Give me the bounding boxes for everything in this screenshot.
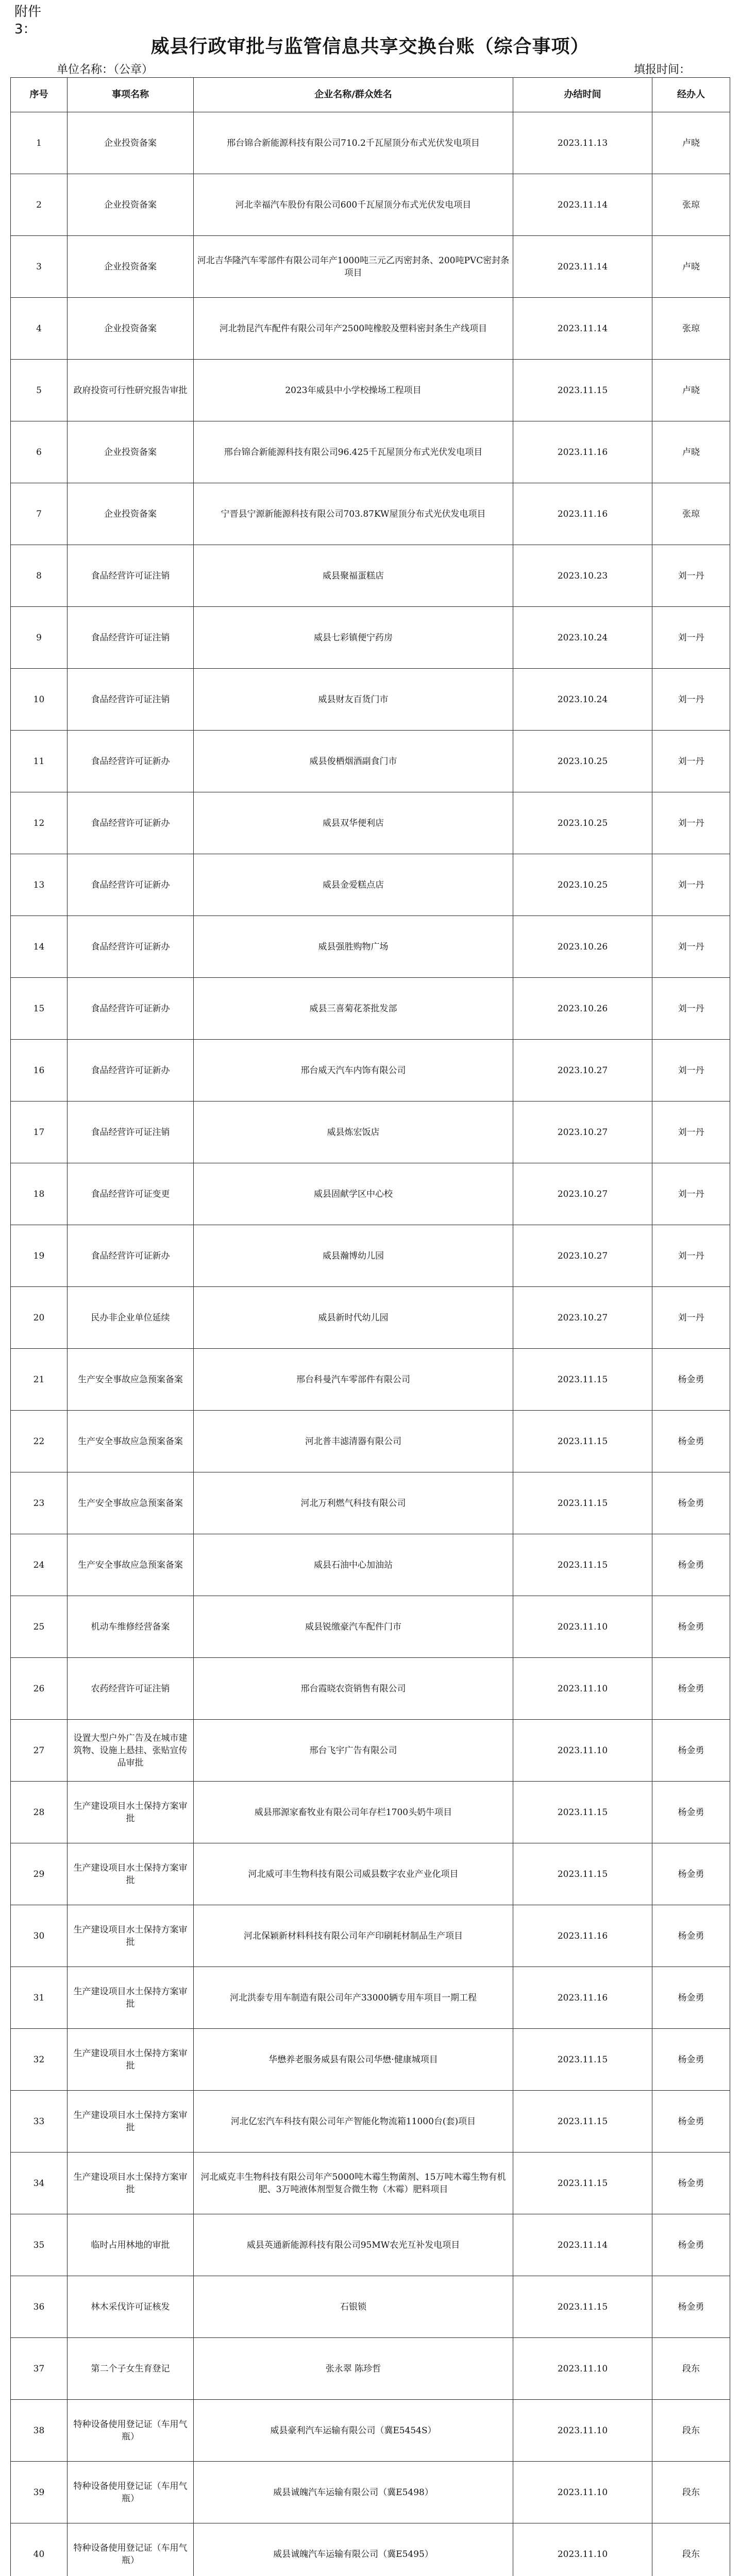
cell-handler: 刘一丹	[652, 545, 730, 607]
cell-handler: 杨金勇	[652, 2276, 730, 2338]
cell-handler: 卢晓	[652, 360, 730, 421]
table-row	[11, 2091, 730, 2153]
cell-entity: 河北普丰滤清器有限公司	[194, 1411, 513, 1472]
cell-time: 2023.11.16	[513, 421, 652, 483]
table-row	[11, 360, 730, 421]
cell-handler: 杨金勇	[652, 1782, 730, 1843]
fill-date-label: 填报时间：	[633, 63, 691, 76]
cell-entity: 威县固献学区中心校	[194, 1163, 513, 1225]
cell-entity: 河北吉华隆汽车零部件有限公司年产1000吨三元乙丙密封条、200吨PVC密封条项目	[194, 236, 513, 298]
cell-entity: 邢台科曼汽车零部件有限公司	[194, 1349, 513, 1411]
cell-item: 生产安全事故应急预案备案	[68, 1472, 194, 1534]
cell-handler: 张琼	[652, 298, 730, 360]
cell-item: 食品经营许可证注销	[68, 545, 194, 607]
cell-time: 2023.11.10	[513, 2400, 652, 2462]
cell-serial: 35	[11, 2214, 68, 2276]
cell-time: 2023.11.15	[513, 1411, 652, 1472]
cell-time: 2023.11.13	[513, 112, 652, 174]
cell-entity: 威县诚魄汽车运输有限公司（冀E5495）	[194, 2523, 513, 2576]
table-row	[11, 1782, 730, 1843]
cell-handler: 杨金勇	[652, 1472, 730, 1534]
table-row	[11, 978, 730, 1040]
cell-time: 2023.11.15	[513, 1349, 652, 1411]
cell-item: 机动车维修经营备案	[68, 1596, 194, 1658]
cell-time: 2023.11.10	[513, 1720, 652, 1782]
table-row	[11, 2523, 730, 2576]
cell-entity: 威县邢源家畜牧业有限公司年存栏1700头奶牛项目	[194, 1782, 513, 1843]
cell-time: 2023.11.10	[513, 1658, 652, 1720]
cell-entity: 河北威克丰生物科技有限公司年产5000吨木霉生物菌剂、15万吨木霉生物有机肥、3万吨液体剂型复合微生物（木霉）肥料项目	[194, 2153, 513, 2214]
cell-handler: 刘一丹	[652, 1101, 730, 1163]
cell-entity: 威县双华便利店	[194, 792, 513, 854]
cell-time: 2023.11.10	[513, 1596, 652, 1658]
cell-time: 2023.11.14	[513, 174, 652, 236]
cell-entity: 河北亿宏汽车科技有限公司年产智能化物流箱11000台(套)项目	[194, 2091, 513, 2153]
cell-time: 2023.11.15	[513, 360, 652, 421]
table-row	[11, 1040, 730, 1101]
cell-serial: 10	[11, 669, 68, 731]
cell-entity: 威县新时代幼儿园	[194, 1287, 513, 1349]
cell-serial: 8	[11, 545, 68, 607]
cell-item: 企业投资备案	[68, 174, 194, 236]
cell-serial: 23	[11, 1472, 68, 1534]
cell-serial: 33	[11, 2091, 68, 2153]
cell-serial: 7	[11, 483, 68, 545]
table-row	[11, 916, 730, 978]
header-handler: 经办人	[652, 78, 730, 112]
cell-time: 2023.10.27	[513, 1163, 652, 1225]
table-row	[11, 1101, 730, 1163]
cell-handler: 杨金勇	[652, 1658, 730, 1720]
cell-serial: 15	[11, 978, 68, 1040]
cell-serial: 6	[11, 421, 68, 483]
cell-item: 食品经营许可证新办	[68, 916, 194, 978]
cell-serial: 39	[11, 2462, 68, 2523]
cell-handler: 刘一丹	[652, 1225, 730, 1287]
table-row	[11, 174, 730, 236]
cell-entity: 河北保颖新材料科技有限公司年产印刷耗材制品生产项目	[194, 1905, 513, 1967]
table-row	[11, 1843, 730, 1905]
cell-entity: 邢台威天汽车内饰有限公司	[194, 1040, 513, 1101]
cell-item: 企业投资备案	[68, 421, 194, 483]
cell-item: 企业投资备案	[68, 298, 194, 360]
cell-time: 2023.10.24	[513, 607, 652, 669]
cell-entity: 威县诚魄汽车运输有限公司（冀E5498）	[194, 2462, 513, 2523]
cell-serial: 16	[11, 1040, 68, 1101]
cell-time: 2023.10.27	[513, 1040, 652, 1101]
cell-item: 食品经营许可证新办	[68, 792, 194, 854]
cell-serial: 40	[11, 2523, 68, 2576]
cell-handler: 杨金勇	[652, 2153, 730, 2214]
cell-handler: 杨金勇	[652, 2091, 730, 2153]
table-row	[11, 1287, 730, 1349]
cell-serial: 26	[11, 1658, 68, 1720]
cell-entity: 河北勃昆汽车配件有限公司年产2500吨橡胶及塑料密封条生产线项目	[194, 298, 513, 360]
cell-handler: 卢晓	[652, 236, 730, 298]
cell-entity: 威县瀚博幼儿园	[194, 1225, 513, 1287]
header-item: 事项名称	[68, 78, 194, 112]
table-row	[11, 2029, 730, 2091]
cell-item: 特种设备使用登记证（车用气瓶）	[68, 2400, 194, 2462]
cell-item: 生产建设项目水土保持方案审批	[68, 1843, 194, 1905]
header-serial: 序号	[11, 78, 68, 112]
cell-time: 2023.11.10	[513, 2462, 652, 2523]
cell-entity: 石银锁	[194, 2276, 513, 2338]
cell-item: 林木采伐许可证核发	[68, 2276, 194, 2338]
table-row	[11, 854, 730, 916]
cell-entity: 河北威可丰生物科技有限公司威县数字农业产业化项目	[194, 1843, 513, 1905]
cell-time: 2023.10.27	[513, 1287, 652, 1349]
cell-item: 食品经营许可证新办	[68, 1225, 194, 1287]
cell-entity: 2023年威县中小学校操场工程项目	[194, 360, 513, 421]
cell-time: 2023.10.25	[513, 731, 652, 792]
cell-handler: 杨金勇	[652, 1349, 730, 1411]
cell-time: 2023.10.24	[513, 669, 652, 731]
cell-time: 2023.10.25	[513, 792, 652, 854]
cell-item: 生产建设项目水土保持方案审批	[68, 2091, 194, 2153]
cell-time: 2023.11.10	[513, 2338, 652, 2400]
cell-item: 生产安全事故应急预案备案	[68, 1534, 194, 1596]
cell-serial: 36	[11, 2276, 68, 2338]
cell-time: 2023.11.14	[513, 2214, 652, 2276]
cell-entity: 邢台锦合新能源科技有限公司96.425千瓦屋顶分布式光伏发电项目	[194, 421, 513, 483]
cell-item: 食品经营许可证注销	[68, 669, 194, 731]
table-row	[11, 1658, 730, 1720]
cell-item: 生产建设项目水土保持方案审批	[68, 1967, 194, 2029]
cell-time: 2023.11.15	[513, 1472, 652, 1534]
cell-entity: 威县炼宏饭店	[194, 1101, 513, 1163]
cell-serial: 18	[11, 1163, 68, 1225]
table-header	[11, 78, 730, 112]
cell-entity: 宁晋县宁源新能源科技有限公司703.87KW屋顶分布式光伏发电项目	[194, 483, 513, 545]
cell-item: 食品经营许可证新办	[68, 978, 194, 1040]
cell-serial: 4	[11, 298, 68, 360]
cell-handler: 段东	[652, 2462, 730, 2523]
cell-handler: 张琼	[652, 174, 730, 236]
cell-time: 2023.11.15	[513, 2029, 652, 2091]
cell-serial: 9	[11, 607, 68, 669]
cell-item: 特种设备使用登记证（车用气瓶）	[68, 2462, 194, 2523]
cell-serial: 13	[11, 854, 68, 916]
cell-time: 2023.11.16	[513, 483, 652, 545]
cell-entity: 威县英通新能源科技有限公司95MW农光互补发电项目	[194, 2214, 513, 2276]
cell-handler: 段东	[652, 2400, 730, 2462]
cell-item: 食品经营许可证新办	[68, 854, 194, 916]
cell-entity: 河北幸福汽车股份有限公司600千瓦屋顶分布式光伏发电项目	[194, 174, 513, 236]
table-row	[11, 669, 730, 731]
table-row	[11, 1225, 730, 1287]
cell-time: 2023.11.15	[513, 1843, 652, 1905]
cell-item: 生产安全事故应急预案备案	[68, 1411, 194, 1472]
table-row	[11, 2462, 730, 2523]
cell-handler: 刘一丹	[652, 669, 730, 731]
table-row	[11, 112, 730, 174]
cell-handler: 卢晓	[652, 421, 730, 483]
table-row	[11, 545, 730, 607]
cell-handler: 刘一丹	[652, 978, 730, 1040]
table-row	[11, 1349, 730, 1411]
unit-name-label: 单位名称：（公章）	[57, 63, 154, 76]
cell-time: 2023.11.15	[513, 2276, 652, 2338]
cell-item: 农药经营许可证注销	[68, 1658, 194, 1720]
cell-serial: 20	[11, 1287, 68, 1349]
header-entity: 企业名称/群众姓名	[194, 78, 513, 112]
cell-item: 设置大型户外广告及在城市建筑物、设施上悬挂、张贴宣传品审批	[68, 1720, 194, 1782]
cell-serial: 17	[11, 1101, 68, 1163]
table-row	[11, 1905, 730, 1967]
cell-handler: 杨金勇	[652, 1534, 730, 1596]
cell-handler: 杨金勇	[652, 1967, 730, 2029]
cell-handler: 杨金勇	[652, 2214, 730, 2276]
table-row	[11, 483, 730, 545]
cell-handler: 刘一丹	[652, 731, 730, 792]
cell-handler: 刘一丹	[652, 1163, 730, 1225]
table-row	[11, 2400, 730, 2462]
cell-handler: 杨金勇	[652, 1905, 730, 1967]
cell-item: 生产建设项目水土保持方案审批	[68, 2153, 194, 2214]
cell-handler: 刘一丹	[652, 1040, 730, 1101]
ledger-table	[10, 77, 730, 2576]
cell-entity: 张永翠 陈珍哲	[194, 2338, 513, 2400]
table-row	[11, 1472, 730, 1534]
cell-item: 第二个子女生育登记	[68, 2338, 194, 2400]
cell-item: 企业投资备案	[68, 236, 194, 298]
cell-time: 2023.11.15	[513, 2091, 652, 2153]
cell-handler: 刘一丹	[652, 854, 730, 916]
cell-handler: 段东	[652, 2338, 730, 2400]
cell-entity: 河北万利燃气科技有限公司	[194, 1472, 513, 1534]
cell-entity: 威县锐缴豪汽车配件门市	[194, 1596, 513, 1658]
cell-handler: 杨金勇	[652, 1411, 730, 1472]
cell-handler: 卢晓	[652, 112, 730, 174]
cell-handler: 张琼	[652, 483, 730, 545]
cell-item: 特种设备使用登记证（车用气瓶）	[68, 2523, 194, 2576]
cell-handler: 杨金勇	[652, 1843, 730, 1905]
cell-time: 2023.10.23	[513, 545, 652, 607]
cell-serial: 21	[11, 1349, 68, 1411]
cell-time: 2023.11.14	[513, 298, 652, 360]
attachment-label: 附件3：	[14, 4, 42, 37]
cell-entity: 华懋养老服务威县有限公司华懋·健康城项目	[194, 2029, 513, 2091]
cell-serial: 37	[11, 2338, 68, 2400]
cell-serial: 2	[11, 174, 68, 236]
cell-entity: 威县豪利汽车运输有限公司（冀E5454S）	[194, 2400, 513, 2462]
table-row	[11, 731, 730, 792]
cell-time: 2023.11.15	[513, 1782, 652, 1843]
cell-item: 食品经营许可证注销	[68, 607, 194, 669]
cell-serial: 1	[11, 112, 68, 174]
cell-serial: 31	[11, 1967, 68, 2029]
cell-serial: 11	[11, 731, 68, 792]
cell-item: 食品经营许可证新办	[68, 731, 194, 792]
cell-time: 2023.10.26	[513, 978, 652, 1040]
table-row	[11, 1596, 730, 1658]
cell-item: 生产建设项目水土保持方案审批	[68, 1905, 194, 1967]
cell-time: 2023.11.15	[513, 1534, 652, 1596]
page-title: 威县行政审批与监管信息共享交换台账（综合事项）	[150, 36, 590, 57]
cell-time: 2023.10.25	[513, 854, 652, 916]
cell-time: 2023.11.14	[513, 236, 652, 298]
cell-entity: 威县金爱糕点店	[194, 854, 513, 916]
cell-serial: 29	[11, 1843, 68, 1905]
cell-item: 企业投资备案	[68, 112, 194, 174]
cell-entity: 威县财友百货门市	[194, 669, 513, 731]
cell-handler: 刘一丹	[652, 607, 730, 669]
cell-handler: 刘一丹	[652, 1287, 730, 1349]
cell-serial: 3	[11, 236, 68, 298]
cell-serial: 5	[11, 360, 68, 421]
cell-time: 2023.11.10	[513, 2523, 652, 2576]
cell-serial: 34	[11, 2153, 68, 2214]
cell-serial: 19	[11, 1225, 68, 1287]
cell-handler: 杨金勇	[652, 2029, 730, 2091]
cell-serial: 38	[11, 2400, 68, 2462]
cell-entity: 威县三喜菊花茶批发部	[194, 978, 513, 1040]
table-row	[11, 792, 730, 854]
cell-serial: 25	[11, 1596, 68, 1658]
table-row	[11, 2276, 730, 2338]
cell-entity: 威县强胜购物广场	[194, 916, 513, 978]
table-row	[11, 2153, 730, 2214]
cell-serial: 32	[11, 2029, 68, 2091]
table-row	[11, 421, 730, 483]
cell-item: 政府投资可行性研究报告审批	[68, 360, 194, 421]
cell-entity: 威县聚福蛋糕店	[194, 545, 513, 607]
table-row	[11, 298, 730, 360]
cell-serial: 30	[11, 1905, 68, 1967]
table-row	[11, 236, 730, 298]
table-row	[11, 1163, 730, 1225]
cell-item: 民办非企业单位延续	[68, 1287, 194, 1349]
table-row	[11, 2214, 730, 2276]
cell-time: 2023.11.16	[513, 1905, 652, 1967]
cell-time: 2023.10.26	[513, 916, 652, 978]
table-row	[11, 1411, 730, 1472]
cell-item: 生产建设项目水土保持方案审批	[68, 1782, 194, 1843]
cell-entity: 邢台霞晓农资销售有限公司	[194, 1658, 513, 1720]
cell-entity: 邢台锦合新能源科技有限公司710.2千瓦屋顶分布式光伏发电项目	[194, 112, 513, 174]
table-row	[11, 1720, 730, 1782]
cell-entity: 河北洪泰专用车制造有限公司年产33000辆专用车项目一期工程	[194, 1967, 513, 2029]
cell-item: 临时占用林地的审批	[68, 2214, 194, 2276]
cell-item: 生产建设项目水土保持方案审批	[68, 2029, 194, 2091]
cell-serial: 22	[11, 1411, 68, 1472]
cell-entity: 威县七彩镇便宁药房	[194, 607, 513, 669]
cell-handler: 段东	[652, 2523, 730, 2576]
cell-time: 2023.10.27	[513, 1101, 652, 1163]
table-row	[11, 2338, 730, 2400]
cell-serial: 27	[11, 1720, 68, 1782]
table-row	[11, 1534, 730, 1596]
cell-handler: 刘一丹	[652, 916, 730, 978]
cell-handler: 刘一丹	[652, 792, 730, 854]
cell-serial: 14	[11, 916, 68, 978]
cell-entity: 邢台飞宇广告有限公司	[194, 1720, 513, 1782]
table-row	[11, 607, 730, 669]
header-time: 办结时间	[513, 78, 652, 112]
table-body	[11, 112, 730, 2576]
cell-serial: 28	[11, 1782, 68, 1843]
cell-serial: 24	[11, 1534, 68, 1596]
cell-handler: 杨金勇	[652, 1720, 730, 1782]
cell-item: 生产安全事故应急预案备案	[68, 1349, 194, 1411]
cell-handler: 杨金勇	[652, 1596, 730, 1658]
cell-item: 食品经营许可证新办	[68, 1040, 194, 1101]
table-row	[11, 1967, 730, 2029]
cell-time: 2023.11.16	[513, 1967, 652, 2029]
cell-item: 企业投资备案	[68, 483, 194, 545]
cell-time: 2023.11.15	[513, 2153, 652, 2214]
subheader	[57, 61, 701, 76]
cell-entity: 威县俊栖烟酒副食门市	[194, 731, 513, 792]
cell-item: 食品经营许可证注销	[68, 1101, 194, 1163]
header-row	[11, 78, 730, 112]
cell-item: 食品经营许可证变更	[68, 1163, 194, 1225]
cell-entity: 威县石油中心加油站	[194, 1534, 513, 1596]
cell-serial: 12	[11, 792, 68, 854]
cell-time: 2023.10.27	[513, 1225, 652, 1287]
